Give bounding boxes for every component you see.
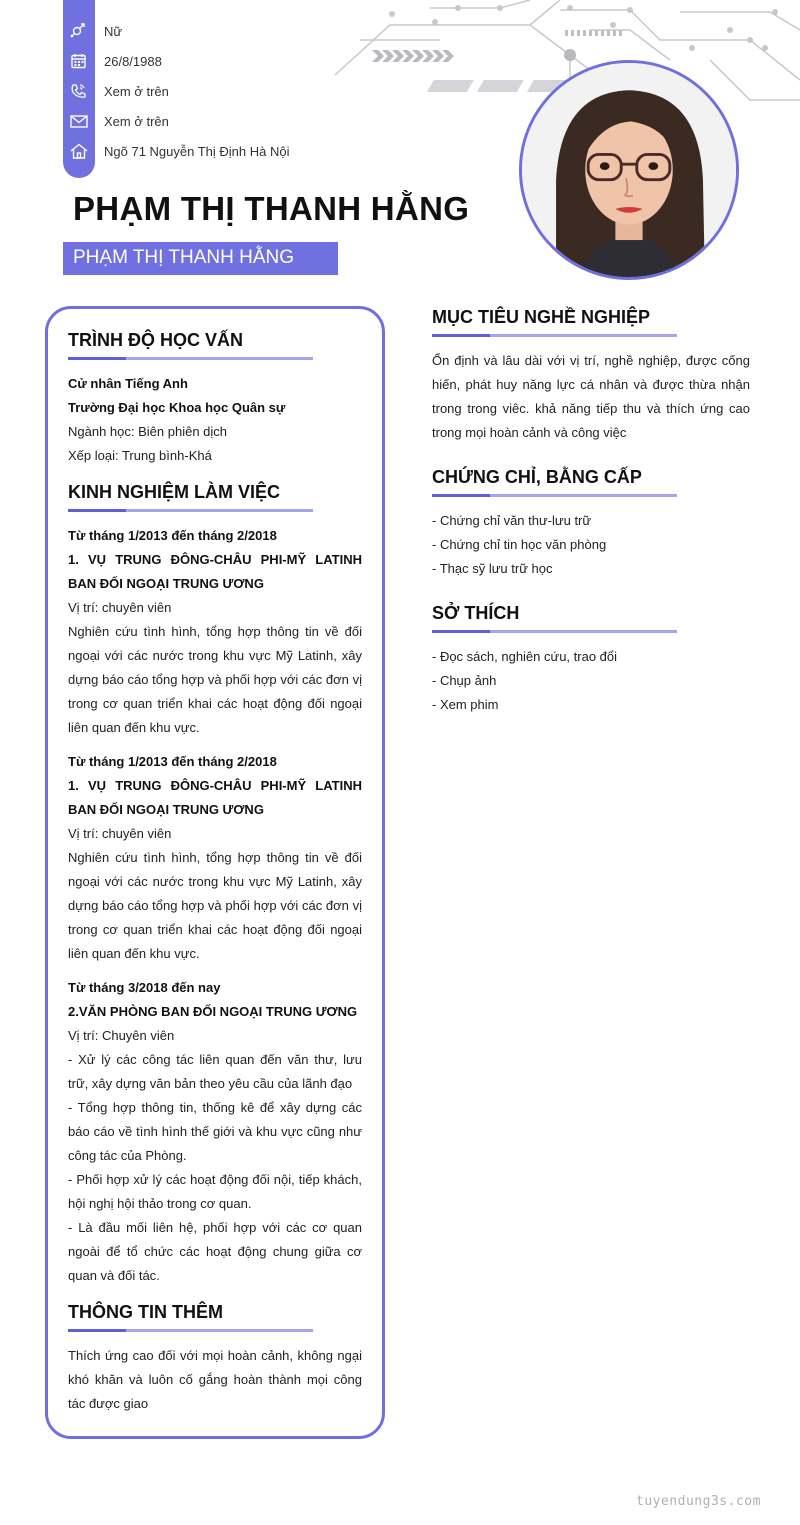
job-3-position: Vị trí: Chuyên viên	[68, 1028, 175, 1043]
contact-email	[63, 106, 363, 136]
contact-gender-text: Nữ	[104, 23, 123, 39]
certificate-item: - Chứng chỉ tin học văn phòng	[432, 537, 607, 552]
job-3-duty: - Phối hợp xử lý các hoạt động đối nội, tiếp khách, hội nghị hội thảo trong cơ quan.	[68, 1172, 362, 1211]
job-3-duty: - Tổng hợp thông tin, thống kê để xây dựng các báo cáo về tình hình thế giới và khu vực cũng như công tác của Phòng.	[68, 1100, 362, 1163]
hobby-item: - Chụp ảnh	[432, 673, 497, 688]
certificates-rule	[432, 494, 677, 497]
candidate-name: PHẠM THỊ THANH HẰNG	[73, 190, 470, 227]
phone-icon	[69, 83, 89, 99]
mail-icon	[69, 113, 89, 129]
education-title: TRÌNH ĐỘ HỌC VẤN	[68, 330, 243, 350]
certificate-item: - Thạc sỹ lưu trữ học	[432, 561, 553, 576]
certificates-title: CHỨNG CHỈ, BẰNG CẤP	[432, 467, 642, 487]
education-school: Trường Đại học Khoa học Quân sự	[68, 400, 286, 415]
contact-phone-text: Xem ở trên	[104, 83, 169, 99]
job-2-position: Vị trí: chuyên viên	[68, 826, 172, 841]
avatar	[519, 60, 739, 280]
job-3-duty: - Là đầu mối liên hệ, phối hợp với các cơ quan ngoài để tổ chức các hoạt động chung giữa cơ quan và đối tác.	[68, 1220, 362, 1283]
job-2-desc: Nghiên cứu tình hình, tổng hợp thông tin về đối ngoại với các nước trong khu vực Mỹ Latinh, xây dựng báo cáo tổng hợp và phối hợp với các đơn vị trong cơ quan triển khai các hoạt động đối ngoại liên quan đến khu vực.	[68, 850, 362, 961]
watermark: tuyendung3s.com	[636, 1494, 761, 1509]
experience-title: KINH NGHIỆM LÀM VIỆC	[68, 482, 281, 502]
contact-address-text: Ngõ 71 Nguyễn Thị Định Hà Nội	[104, 143, 290, 159]
hobbies-title: SỞ THÍCH	[432, 603, 520, 623]
extra-text: Thích ứng cao đối với mọi hoàn cảnh, không ngại khó khăn và luôn cố gắng hoàn thành mọi công tác được giao	[68, 1348, 362, 1411]
hobby-item: - Xem phim	[432, 697, 499, 712]
job-3-period: Từ tháng 3/2018 đến nay	[68, 980, 221, 995]
contact-email-text: Xem ở trên	[104, 113, 169, 129]
right-panel	[432, 307, 750, 717]
job-1-period: Từ tháng 1/2013 đến tháng 2/2018	[68, 528, 277, 543]
contact-list	[63, 16, 363, 166]
portrait-photo	[522, 63, 736, 277]
job-2-org: 1. VỤ TRUNG ĐÔNG-CHÂU PHI-MỸ LATINH BAN ĐỐI NGOẠI TRUNG ƯƠNG	[68, 778, 362, 817]
experience-rule	[68, 509, 313, 512]
job-2-period: Từ tháng 1/2013 đến tháng 2/2018	[68, 754, 277, 769]
contact-birthday-text: 26/8/1988	[104, 53, 162, 69]
extra-title: THÔNG TIN THÊM	[68, 1302, 223, 1322]
contact-phone	[63, 76, 363, 106]
objective-text: Ổn định và lâu dài với vị trí, nghề nghiệp, được cống hiến, phát huy năng lực cá nhân và được thừa nhận trong trong viêc. khả năng tiếp thu và thích ứng cao trong mọi hoàn cảnh và công việc	[432, 353, 750, 440]
hobby-item: - Đọc sách, nghiên cứu, trao đổi	[432, 649, 618, 664]
objective-title: MỤC TIÊU NGHỀ NGHIỆP	[432, 307, 651, 327]
education-rank: Xếp loại: Trung bình-Khá	[68, 448, 212, 463]
contact-address	[63, 136, 363, 166]
education-major: Ngành học: Biên phiên dịch	[68, 424, 228, 439]
certificate-item: - Chứng chỉ văn thư-lưu trữ	[432, 513, 592, 528]
contact-gender	[63, 16, 363, 46]
home-icon	[69, 143, 89, 159]
gender-icon	[69, 23, 89, 39]
extra-rule	[68, 1329, 313, 1332]
education-rule	[68, 357, 313, 360]
job-1-org: 1. VỤ TRUNG ĐÔNG-CHÂU PHI-MỸ LATINH BAN ĐỐI NGOẠI TRUNG ƯƠNG	[68, 552, 362, 591]
job-3-org: 2.VĂN PHÒNG BAN ĐỐI NGOẠI TRUNG ƯƠNG	[68, 1004, 358, 1019]
hobbies-rule	[432, 630, 677, 633]
education-degree: Cử nhân Tiếng Anh	[68, 376, 188, 391]
contact-birthday	[63, 46, 363, 76]
left-panel	[68, 330, 362, 1416]
job-3-duty: - Xử lý các công tác liên quan đến văn thư, lưu trữ, xây dựng văn bản theo yêu cầu của lãnh đạo	[68, 1052, 362, 1091]
calendar-icon	[69, 53, 89, 69]
candidate-name-band: PHẠM THỊ THANH HẰNG	[63, 242, 338, 275]
job-1-desc: Nghiên cứu tình hình, tổng hợp thông tin về đối ngoại với các nước trong khu vực Mỹ Latinh, xây dựng báo cáo tổng hợp và phối hợp với các đơn vị trong cơ quan triển khai các hoạt động đối ngoại liên quan đến khu vực.	[68, 624, 362, 735]
objective-rule	[432, 334, 677, 337]
job-1-position: Vị trí: chuyên viên	[68, 600, 172, 615]
